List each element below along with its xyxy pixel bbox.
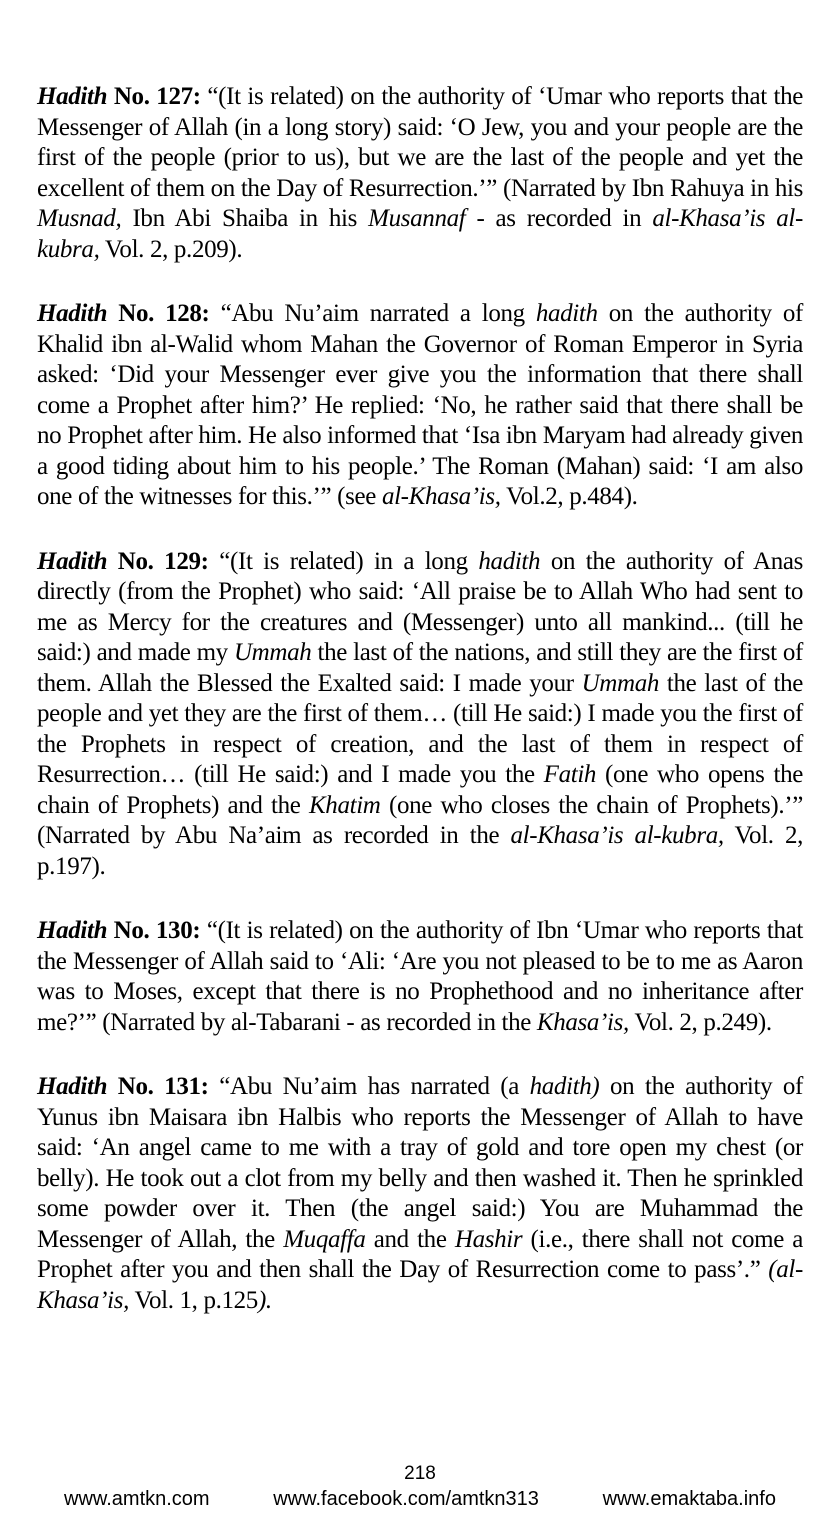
text-segment: the last of the nations, and still they are the first of them. Allah the Blessed the Exalted said: I made your (37, 639, 804, 697)
text-segment: (one who opens the chain of Prophets) and the (37, 761, 803, 819)
text-segment: - as recorded in (465, 205, 653, 232)
hadith-number: No. 128: (107, 300, 210, 327)
text-segment: “Abu Nu’aim has narrated (a (208, 1073, 530, 1100)
text-segment: on the authority of Yunus ibn Maisara ibn Halbis who reports the Messenger of Allah to have said: ‘An angel came to me with a tray of gold and tore open my chest (or belly). He took out a clot from my belly and then washed it. Then he sprinkled some powder over it. Then (the angel said:) You are Muhammad the Messenger of Allah, the (37, 1073, 803, 1253)
hadith-word: Hadith (37, 917, 108, 944)
text-segment: and the (365, 1225, 455, 1253)
text-segment: (i.e., there shall not come a Prophet after you and then shall the Day of Resurrection come to pass’.” (37, 1225, 803, 1283)
hadith-label (37, 300, 210, 327)
italic-term: Ummah (233, 639, 312, 666)
footer-link-amtkn[interactable]: www.amtkn.com (64, 1488, 210, 1510)
hadith-number: No. 131: (107, 1073, 209, 1100)
italic-term: hadith (478, 547, 541, 575)
page-number: 218 (404, 1463, 436, 1484)
footer (64, 1488, 776, 1511)
hadith-body (37, 548, 803, 880)
text-segment: Vol. 2, p.197). (37, 822, 803, 880)
text-segment: on the authority of Khalid ibn al-Walid whom Mahan the Governor of Roman Emperor in Syria asked: ‘Did your Messenger ever give you the information that there shall come a Prophet after him?’ He replied: ‘No, he rather said that there shall be no Prophet after him. He also informed that ‘Isa ibn Maryam had already given a good tiding about him to his people.’ The Roman (Mahan) said: ‘I am also one of the witnesses for this.’” (see (37, 300, 803, 510)
text-segment: “(It is related) on the authority of Ibn ‘Umar who reports that the Messenger of Allah said to ‘Ali: ‘Are you not pleased to be to me as Aaron was to Moses, except that there is no Prophethood and no inheritance after me?’” (Narrated by al-Tabarani - as recorded in the (37, 917, 803, 1036)
hadith-131 (37, 1072, 803, 1316)
hadith-list (37, 82, 803, 1350)
hadith-word: Hadith (37, 547, 108, 575)
italic-term: Khatim (308, 791, 381, 819)
hadith-word: Hadith (37, 1073, 108, 1100)
italic-term: Fatih (543, 761, 597, 788)
italic-term: Musnad, (37, 205, 122, 232)
hadith-word: Hadith (37, 300, 108, 327)
text-segment: Vol. 2, p.249). (628, 1008, 772, 1036)
text-segment: Vol.2, p.484). (500, 483, 638, 510)
italic-term: ). (257, 1286, 272, 1314)
text-segment: “(It is related) in a long (208, 547, 479, 575)
text-segment: Vol. 1, p.125 (129, 1286, 258, 1314)
hadith-number: No. 130: (107, 917, 201, 944)
text-segment: (one who closes the chain of Prophets).’” (Narrated by Abu Na’aim as recorded in the (37, 791, 803, 849)
italic-term: Khasa’is, (536, 1008, 629, 1036)
footer-link-facebook[interactable]: www.facebook.com/amtkn313 (273, 1488, 539, 1510)
italic-term: al-Khasa’is al-kubra, (37, 205, 803, 263)
hadith-129 (37, 547, 803, 883)
italic-term: Musannaf (368, 205, 466, 232)
text-segment: “Abu Nu’aim narrated a long (209, 300, 536, 327)
hadith-body (37, 1073, 803, 1314)
hadith-label (37, 548, 209, 575)
hadith-word: Hadith (37, 83, 108, 110)
italic-term: (al-Khasa’is, (37, 1256, 803, 1314)
italic-term: al-Khasa’is al-kubra, (510, 822, 724, 849)
italic-term: al-Khasa’is, (381, 483, 501, 510)
italic-term: Hashir (454, 1225, 523, 1253)
hadith-128 (37, 299, 803, 513)
hadith-label (37, 83, 201, 110)
text-segment: Vol. 2, p.209). (99, 235, 243, 263)
italic-term: hadith (535, 300, 598, 327)
hadith-number: No. 127: (107, 83, 201, 110)
hadith-130 (37, 916, 803, 1038)
hadith-label (37, 1073, 209, 1100)
italic-term: Ummah (581, 669, 660, 697)
footer-link-emaktaba[interactable]: www.emaktaba.info (602, 1488, 776, 1510)
text-segment: Ibn Abi Shaiba in his (121, 205, 369, 232)
hadith-body (37, 300, 803, 510)
italic-term: hadith) (529, 1073, 600, 1100)
hadith-127 (37, 82, 803, 265)
text-segment: “(It is related) on the authority of ‘Umar who reports that the Messenger of Allah (in a long story) said: ‘O Jew, you and your people are the first of the people (prior to us), but we are the last of the people and yet the excellent of them on the Day of Resurrection.’” (Narrated by Ibn Rahuya in his (37, 83, 803, 202)
hadith-label (37, 917, 200, 944)
text-segment: the last of the people and yet they are the first of them… (till He said:) I made you the first of the Prophets in respect of creation, and the last of them in respect of Resurrection… (till He said:) and I made you the (37, 669, 803, 788)
hadith-number: No. 129: (107, 547, 209, 575)
text-segment: on the authority of Anas directly (from the Prophet) who said: ‘All praise be to Allah Who had sent to me as Mercy for the creatures and (Messenger) unto all mankind... (till he said:) and made my (37, 547, 803, 666)
italic-term: Muqaffa (283, 1225, 366, 1253)
